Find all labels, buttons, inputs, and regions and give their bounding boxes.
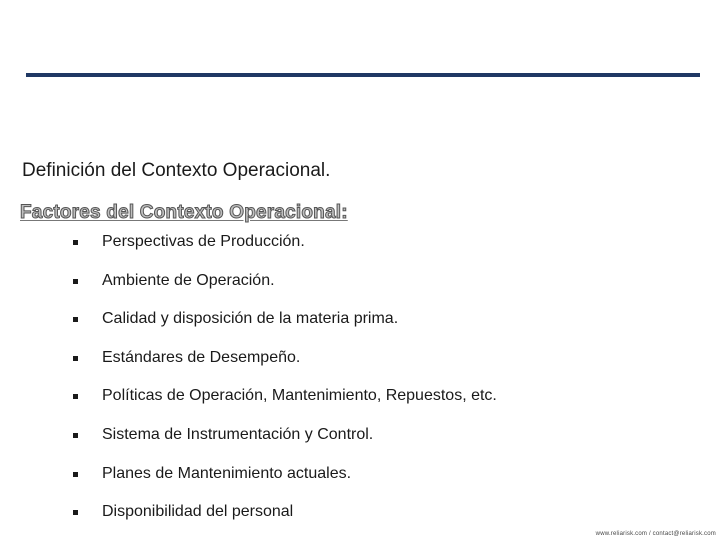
page-title: Definición del Contexto Operacional.: [22, 160, 331, 181]
square-bullet-icon: [73, 279, 78, 284]
bullet-item: [0, 267, 720, 306]
bullet-text: Políticas de Operación, Mantenimiento, Repuestos, etc.: [102, 387, 497, 405]
bullet-text: Planes de Mantenimiento actuales.: [102, 464, 352, 482]
bullet-item: [0, 460, 720, 499]
bullet-text: Estándares de Desempeño.: [102, 348, 301, 366]
bullet-item: [0, 228, 720, 267]
square-bullet-icon: [73, 510, 78, 515]
bullet-item: [0, 382, 720, 421]
square-bullet-icon: [73, 394, 78, 399]
bullet-text: Sistema de Instrumentación y Control.: [102, 425, 374, 443]
bullet-item: [0, 344, 720, 383]
square-bullet-icon: [73, 317, 78, 322]
bullet-text: Calidad y disposición de la materia prima.: [102, 310, 399, 328]
bullet-text: Disponibilidad del personal: [102, 503, 294, 521]
bullet-item: [0, 305, 720, 344]
bullet-text: Ambiente de Operación.: [102, 271, 275, 289]
square-bullet-icon: [73, 433, 78, 438]
section-subtitle: Factores del Contexto Operacional:: [20, 202, 348, 223]
footer-contact: www.reliarisk.com / contact@reliarisk.com: [595, 531, 716, 537]
bullet-list: [0, 228, 720, 537]
header-divider: [26, 73, 700, 77]
bullet-text: Perspectivas de Producción.: [102, 233, 305, 250]
bullet-item: [0, 421, 720, 460]
square-bullet-icon: [73, 472, 78, 477]
square-bullet-icon: [73, 356, 78, 361]
square-bullet-icon: [73, 240, 78, 245]
